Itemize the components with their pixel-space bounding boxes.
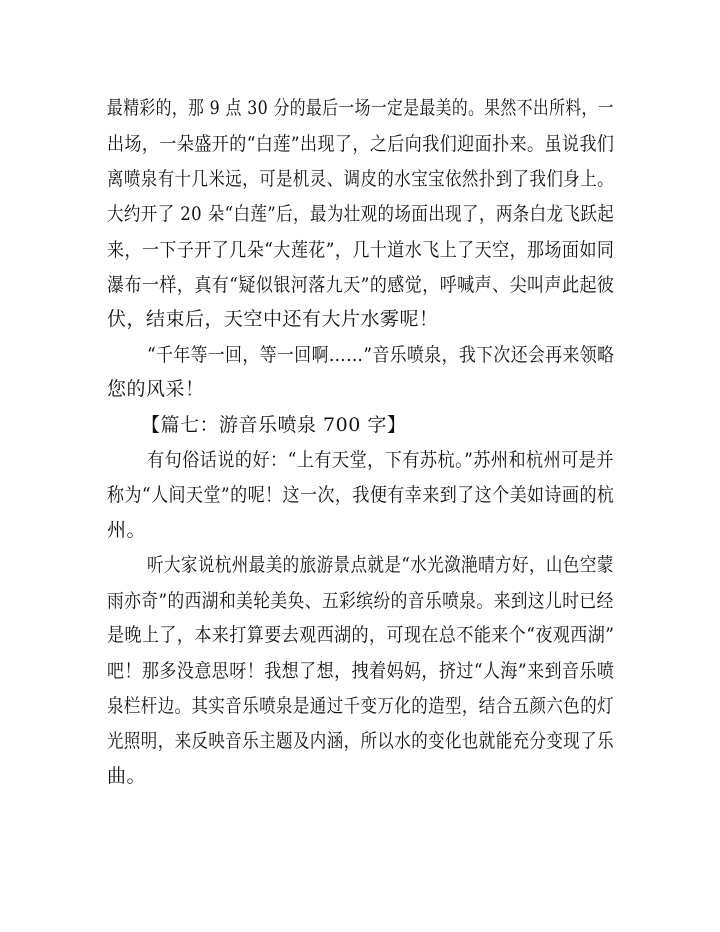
text-line: 瀑布一样，真有“疑似银河落九天”的感觉，呼喊声、尖叫声此起彼 <box>107 274 615 296</box>
text-line: 吧！那多没意思呀！我想了想，拽着妈妈，挤过“人海”来到音乐喷 <box>107 660 615 682</box>
text-line: 有句俗话说的好：“上有天堂，下有苏杭。”苏州和杭州可是并 <box>147 449 614 471</box>
text-line: 最精彩的，那 9 点 30 分的最后一场一定是最美的。果然不出所料，一 <box>107 97 614 119</box>
text-line: 来，一下子开了几朵“大莲花”，几十道水飞上了天空，那场面如同 <box>107 239 615 261</box>
text-line: 大约开了 20 朵“白莲”后，最为壮观的场面出现了，两条白龙飞跃起 <box>107 203 615 225</box>
text-line: 曲。 <box>107 765 147 787</box>
section-heading: 【篇七：游音乐喷泉 700 字】 <box>141 414 407 436</box>
text-line: 您的风采！ <box>107 378 205 400</box>
text-line: 泉栏杆边。其实音乐喷泉是通过千变万化的造型，结合五颜六色的灯 <box>107 695 615 717</box>
text-line: 伏，结束后，天空中还有大片水雾呢！ <box>107 308 439 330</box>
text-line: 是晚上了，本来打算要去观西湖的，可现在总不能来个“夜观西湖” <box>107 624 615 646</box>
text-line: 离喷泉有十几米远，可是机灵、调皮的水宝宝依然扑到了我们身上。 <box>107 168 615 190</box>
text-line: 听大家说杭州最美的旅游景点就是“水光潋滟晴方好，山色空蒙 <box>147 554 614 576</box>
text-line: 称为“人间天堂”的呢！这一次，我便有幸来到了这个美如诗画的杭 <box>107 484 615 506</box>
text-line: 出场，一朵盛开的“白莲”出现了，之后向我们迎面扑来。虽说我们 <box>107 133 615 155</box>
text-line: 雨亦奇”的西湖和美轮美奂、五彩缤纷的音乐喷泉。来到这儿时已经 <box>107 590 614 612</box>
text-line: 光照明，来反映音乐主题及内涵，所以水的变化也就能充分变现了乐 <box>107 730 615 752</box>
text-line: “千年等一回，等一回啊……”音乐喷泉，我下次还会再来领略 <box>147 344 615 366</box>
text-line: 州。 <box>107 519 147 541</box>
